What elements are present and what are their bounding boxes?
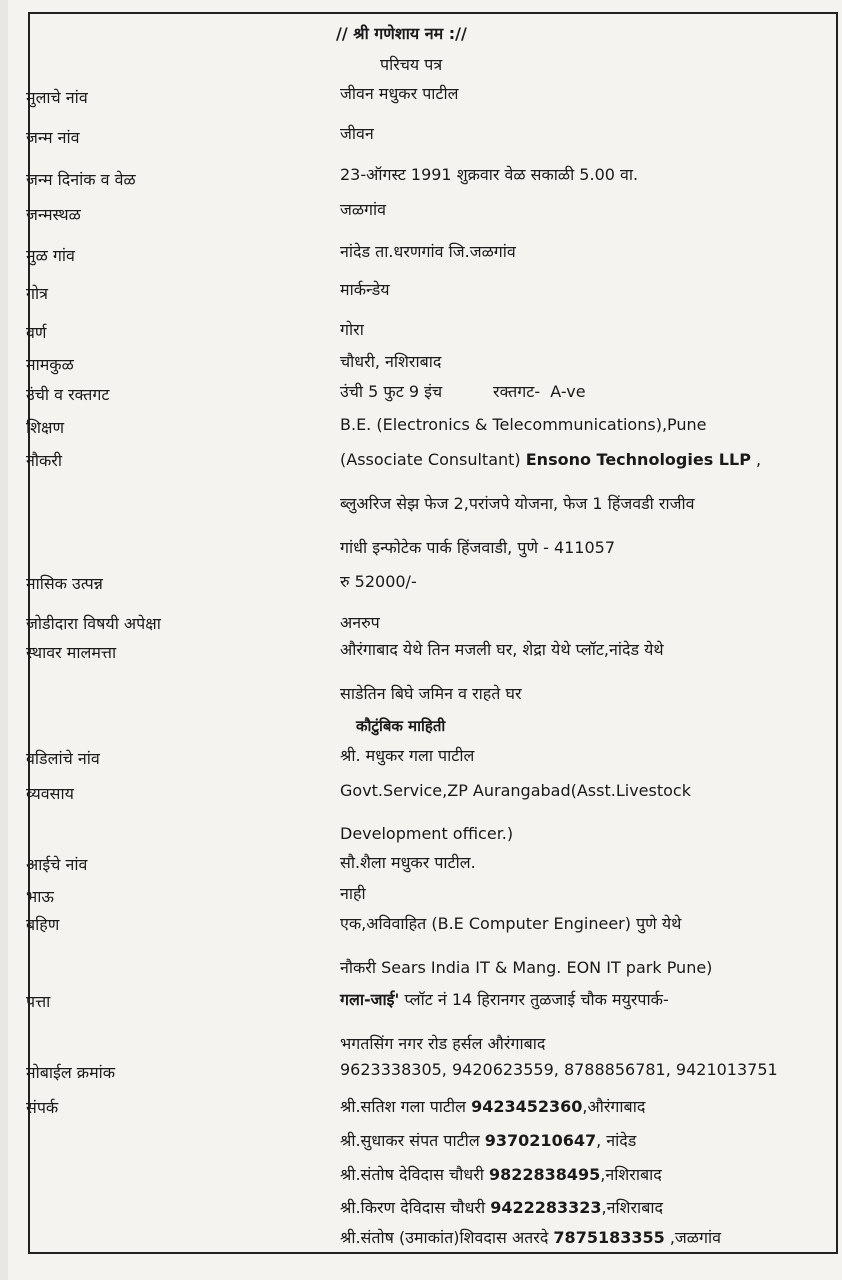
- invocation-heading: // श्री गणेशाय नम ://: [336, 24, 467, 43]
- job-suffix: ,: [750, 450, 762, 469]
- value-education: B.E. (Electronics & Telecommunications),Pune: [340, 415, 707, 434]
- contact-item: [340, 1097, 645, 1117]
- label-address: पत्ता: [26, 992, 51, 1011]
- label-brother: भाऊ: [26, 887, 54, 906]
- value-sister-line2: नौकरी Sears India IT & Mang. EON IT park Pune): [340, 958, 713, 977]
- job-company: Ensono Technologies LLP: [525, 450, 751, 469]
- value-maternal: चौधरी, नशिराबाद: [340, 352, 442, 371]
- value-address-line2: भगतसिंग नगर रोड हर्सल औरंगाबाद: [340, 1034, 546, 1053]
- value-job-line3: गांधी इन्फोटेक पार्क हिंजवाडी, पुणे - 411057: [340, 538, 616, 557]
- contact-place: ,जळगांव: [664, 1228, 722, 1247]
- label-mother: आईचे नांव: [26, 855, 88, 874]
- label-maternal: मामकुळ: [26, 355, 74, 374]
- value-mobile: 9623338305, 9420623559, 8788856781, 9421013751: [340, 1060, 778, 1079]
- contact-place: ,नशिराबाद: [601, 1198, 663, 1217]
- label-birth-datetime: जन्म दिनांक व वेळ: [26, 170, 136, 189]
- contact-place: , नांदेड: [596, 1131, 637, 1150]
- contact-item: [340, 1228, 721, 1248]
- label-property: स्थावर मालमत्ता: [26, 643, 117, 662]
- value-father: श्री. मधुकर गला पाटील: [340, 746, 475, 765]
- value-job: [340, 450, 761, 470]
- value-name: जीवन मधुकर पाटील: [340, 84, 459, 103]
- label-height-blood: उंची व रक्तगट: [26, 385, 110, 404]
- label-education: शिक्षण: [26, 418, 65, 437]
- value-occupation-line2: Development officer.): [340, 824, 514, 843]
- value-occupation: Govt.Service,ZP Aurangabad(Asst.Livestock: [340, 781, 691, 800]
- label-father: वडिलांचे नांव: [26, 749, 100, 768]
- label-native-village: मुळ गांव: [26, 246, 75, 265]
- value-property-line2: साडेतिन बिघे जमिन व राहते घर: [340, 684, 522, 703]
- contact-name: श्री.सतिश गला पाटील: [340, 1097, 472, 1116]
- family-section-heading: कौटुंबिक माहिती: [356, 717, 446, 735]
- value-property: औरंगाबाद येथे तिन मजली घर, शेद्रा येथे प्लॉट,नांदेड येथे: [340, 640, 664, 659]
- contact-phone: 7875183355: [553, 1228, 665, 1247]
- value-birthplace: जळगांव: [340, 200, 387, 219]
- contact-place: ,नशिराबाद: [600, 1165, 662, 1184]
- value-gotra: मार्कन्डेय: [340, 280, 390, 299]
- contact-item: [340, 1131, 636, 1151]
- value-address: [340, 990, 669, 1010]
- address-house-name: गला-जाई': [340, 990, 400, 1009]
- document-title: परिचय पत्र: [380, 55, 443, 74]
- job-title: (Associate Consultant): [340, 450, 526, 469]
- value-birth-name: जीवन: [340, 124, 374, 143]
- contact-name: श्री.संतोष (उमाकांत)शिवदास अतरदे: [340, 1228, 554, 1247]
- value-native-village: नांदेड ता.धरणगांव जि.जळगांव: [340, 242, 516, 261]
- label-complexion: वर्ण: [26, 323, 47, 342]
- label-gotra: गोत्र: [26, 284, 48, 303]
- contact-place: ,औरंगाबाद: [582, 1097, 646, 1116]
- label-sister: बहिण: [26, 915, 60, 934]
- contact-name: श्री.संतोष देविदास चौधरी: [340, 1165, 489, 1184]
- value-height-blood: उंची 5 फुट 9 इंच रक्तगट- A-ve: [340, 382, 586, 401]
- value-job-line2: ब्लुअरिज सेझ फेज 2,परांजपे योजना, फेज 1 हिंजवडी राजीव: [340, 494, 695, 513]
- contact-name: श्री.सुधाकर संपत पाटील: [340, 1131, 485, 1150]
- contact-phone: 9422283323: [490, 1198, 602, 1217]
- value-birth-datetime: 23-ऑगस्ट 1991 शुक्रवार वेळ सकाळी 5.00 वा.: [340, 165, 639, 184]
- label-occupation: व्यवसाय: [26, 784, 74, 803]
- label-job: नौकरी: [26, 451, 63, 470]
- value-mother: सौ.शैला मधुकर पाटील.: [340, 853, 476, 872]
- value-complexion: गोरा: [340, 320, 364, 339]
- label-expectation: जोडीदारा विषयी अपेक्षा: [26, 614, 161, 633]
- contact-phone: 9423452360: [471, 1097, 583, 1116]
- contact-item: [340, 1198, 663, 1218]
- label-name: मुलाचे नांव: [26, 88, 88, 107]
- value-brother: नाही: [340, 884, 366, 903]
- label-birthplace: जन्मस्थळ: [26, 205, 81, 224]
- contact-phone: 9370210647: [484, 1131, 597, 1150]
- value-sister: एक,अविवाहित (B.E Computer Engineer) पुणे येथे: [340, 914, 682, 933]
- contact-name: श्री.किरण देविदास चौधरी: [340, 1198, 491, 1217]
- label-income: मासिक उत्पन्न: [26, 574, 103, 593]
- contact-item: [340, 1165, 662, 1185]
- value-expectation: अनरुप: [340, 613, 380, 632]
- value-income: रु 52000/-: [340, 572, 417, 591]
- label-mobile: मोबाईल क्रमांक: [26, 1063, 116, 1082]
- address-rest: प्लॉट नं 14 हिरानगर तुळजाई चौक मयुरपार्क-: [399, 990, 669, 1009]
- contact-phone: 9822838495: [488, 1165, 601, 1184]
- label-birth-name: जन्म नांव: [26, 128, 80, 147]
- label-contacts: संपर्क: [26, 1098, 59, 1117]
